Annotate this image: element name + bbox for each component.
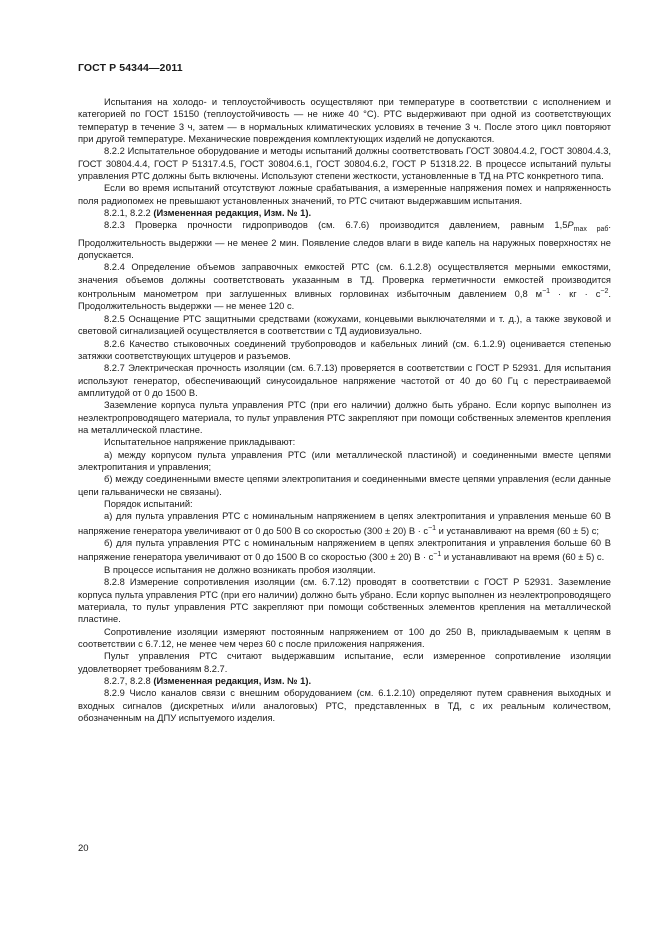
amendment-label: (Измененная редакция, Изм. № 1). [153, 208, 312, 219]
document-header: ГОСТ Р 54344—2011 [78, 62, 183, 74]
amendment-note [78, 207, 611, 219]
paragraph: Сопротивление изоляции измеряют постоянным напряжением от 100 до 250 В, прикладываемым к цепям в соответствии с 6.7.12, не менее чем через 60 с после приложения напряжения. [78, 626, 611, 649]
text-run: б) для пульта управления РТС с номинальным напряжением в цепях электропитания и управления больше 60 В напряжение генератора увеличивают от 0 до 1500 В со скоростью (300 ± 20) В · с [78, 538, 611, 563]
paragraph: Испытательное напряжение прикладывают: [104, 437, 296, 448]
amendment-note [78, 675, 611, 687]
paragraph: Испытания на холодо- и теплоустойчивость осуществляют при температуре в соответствии с исполнением и категорией по ГОСТ 15150 (теплоустойчивость — не ниже 40 °С). РТС выдерживают при одной из соответствующих температур в течение 3 ч, затем — в нормальных климатических условиях в течение 3 ч. После этого цикл повторяют при другой температуре. Механические повреждения комплектующих изделий не допускаются. [78, 97, 611, 145]
text-run: а) для пульта управления РТС с номинальным напряжением в цепях электропитания и управления меньше 60 В напряжение генератора увеличивают от 0 до 500 В со скоростью (300 ± 20) В · с [78, 511, 611, 536]
paragraph [78, 261, 611, 312]
text-run: · кг · с [550, 289, 601, 300]
unit-exponent: −2 [600, 288, 609, 296]
text-run: . Продолжительность выдержки — не менее 2 мин. Появление следов влаги в виде капель на наружных поверхностях не допускается. [78, 220, 612, 260]
text-run: и устанавливают на время (60 ± 5) с. [441, 552, 605, 563]
paragraph: 8.2.2 Испытательное оборудование и методы испытаний должны соответствовать ГОСТ 30804.4.2, ГОСТ 30804.4.3, ГОСТ 30804.4.4, ГОСТ Р 51317.4.5, ГОСТ 30804.6.1, ГОСТ 30804.6.2, ГОСТ Р 51318.22. В процессе испытаний пульты управления РТС должны быть включены. Используют степени жесткости, установленные в ТД на РТС конкретного типа. [78, 146, 611, 182]
text-run: . Продолжительность выдержки — не менее 120 с. [78, 289, 611, 312]
paragraph [78, 219, 611, 261]
paragraph: Пульт управления РТС считают выдержавшим испытание, если измеренное сопротивление изоляции удовлетворяет требованиям 8.2.7. [78, 651, 611, 674]
document-body [78, 96, 611, 724]
paragraph: Заземление корпуса пульта управления РТС (при его наличии) должно быть убрано. Если корпус выполнен из неэлектропроводящего материала, то пульт управления РТС закрепляют при помощи собственных элементов крепления на металлической пластине. [78, 400, 611, 435]
list-item [78, 510, 611, 537]
paragraph: 8.2.6 Качество стыковочных соединений трубопроводов и кабельных линий (см. 6.1.2.9) оценивается степенью затяжки соответствующих штуцеров и разъемов. [78, 338, 611, 361]
amendment-label: (Измененная редакция, Изм. № 1). [153, 676, 312, 686]
pressure-subscript: max раб [573, 226, 609, 234]
list-item: б) между соединенными вместе цепями электропитания и соединенными вместе цепями управления (если данные цепи гальванически не связаны). [78, 474, 611, 497]
unit-exponent: −1 [542, 288, 551, 296]
amendment-clauses: 8.2.7, 8.2.8 [104, 676, 154, 686]
paragraph: Если во время испытаний отсутствуют ложные срабатывания, а измеренные напряжения помех и напряженность поля радиопомех не превышают установленных значений, то РТС считают выдержавшим испытания. [78, 183, 611, 206]
paragraph: 8.2.7 Электрическая прочность изоляции (см. 6.7.13) проверяется в соответствии с ГОСТ Р 52931. Для испытания используют генератор, обеспечивающий синусоидальное напряжение частотой от 40 до 60 Гц с перестраиваемой амплитудой от 0 до 1500 В. [78, 363, 611, 398]
paragraph: Порядок испытаний: [104, 498, 193, 509]
page-number: 20 [78, 843, 89, 854]
paragraph: В процессе испытания не должно возникать пробоя изоляции. [104, 564, 376, 575]
paragraph: 8.2.9 Число каналов связи с внешним оборудованием (см. 6.1.2.10) определяют путем сравнения выходных и входных сигналов (дискретных и/или аналоговых) РТС, представленных в ТД, с их реальным количеством, обозначенным на ДПУ испытуемого изделия. [78, 688, 611, 724]
paragraph: 8.2.8 Измерение сопротивления изоляции (см. 6.7.12) проводят в соответствии с ГОСТ Р 52931. Заземление корпуса пульта управления РТС (при его наличии) должно быть убрано. Если корпус выполнен из неэлектропроводящего материала, то пульт управления РТС закрепляют при помощи собственных элементов крепления на металлической пластине. [78, 577, 611, 625]
unit-exponent: −1 [433, 551, 442, 559]
text-run: 8.2.3 Проверка прочности гидроприводов (см. 6.7.6) производится давлением, равным 1,5 [104, 220, 568, 231]
text-run: и устанавливают на время (60 ± 5) с; [436, 525, 599, 536]
text-run: 8.2.4 Определение объемов заправочных емкостей РТС (см. 6.1.2.8) осуществляется мерными емкостями, значения объемов должны соответствовать указанным в ТД. Проверка герметичности емкостей производится контрольным манометром при заглушенных вливных горловинах избыточным давлением 0,8 м [78, 262, 611, 300]
paragraph: 8.2.5 Оснащение РТС защитными средствами (кожухами, концевыми выключателями и т. д.), а также звуковой и световой сигнализацией осуществляется в соответствии с ТД аудиовизуально. [78, 313, 611, 337]
pressure-symbol: P [567, 220, 574, 231]
amendment-clauses: 8.2.1, 8.2.2 [104, 208, 154, 219]
list-item [78, 537, 611, 564]
unit-exponent: −1 [428, 524, 437, 532]
list-item: а) между корпусом пульта управления РТС (или металлической пластиной) и соединенными вместе цепями электропитания и управления; [78, 449, 611, 472]
